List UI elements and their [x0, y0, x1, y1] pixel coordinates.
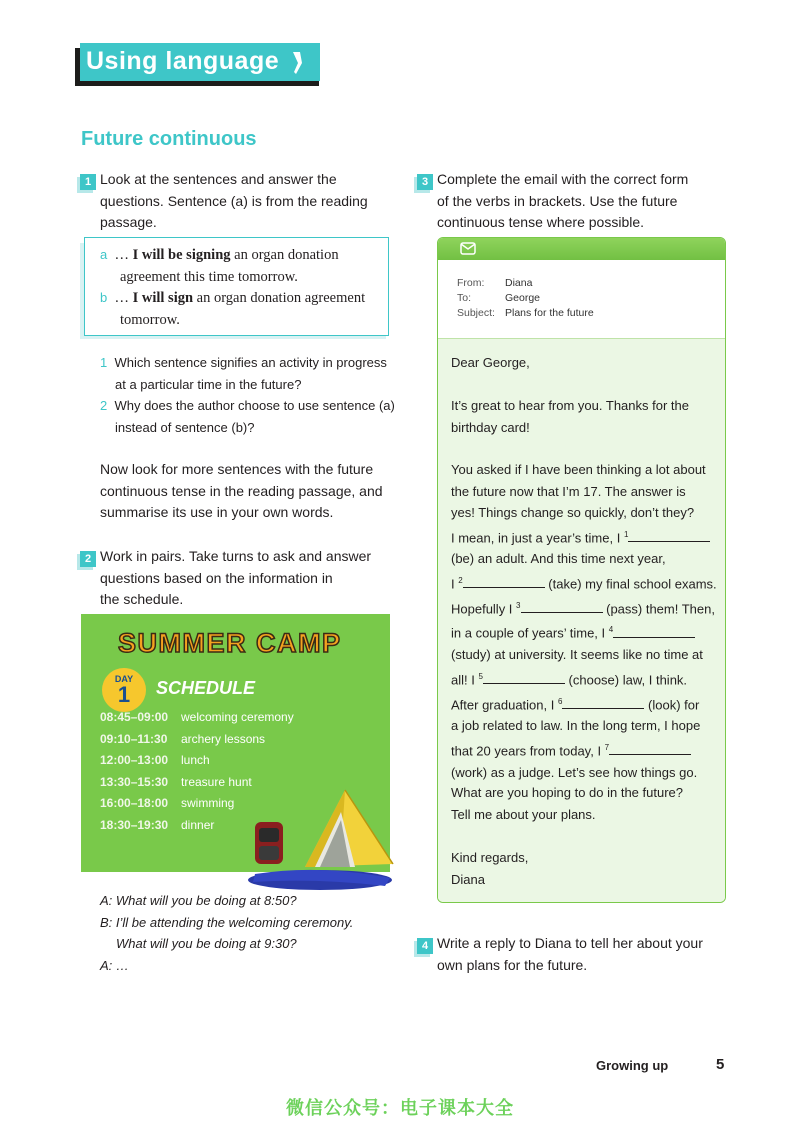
section-title: Future continuous — [81, 128, 257, 150]
answer-blank-4 — [613, 625, 695, 638]
email-line: It’s great to hear from you. Thanks for the — [451, 398, 689, 413]
schedule-activity: welcoming ceremony — [181, 710, 294, 724]
schedule-row — [100, 775, 252, 789]
schedule-row — [100, 818, 214, 832]
follow-up-line: summarise its use in your own words. — [100, 504, 334, 520]
page-number: 5 — [716, 1056, 725, 1073]
schedule-activity: archery lessons — [181, 731, 266, 746]
dialog-line: B: I’ll be attending the welcoming ceremony. — [100, 914, 354, 930]
ex1-instruction-line: Look at the sentences and answer the — [100, 171, 337, 187]
question-text: Why does the author choose to use sentence (a) — [114, 398, 395, 413]
answer-blank-7 — [609, 742, 691, 755]
exercise-number-badge: 4 — [417, 938, 433, 954]
meta-value: Diana — [505, 277, 533, 289]
dialog-line: What will you be doing at 9:30? — [116, 936, 297, 951]
schedule-row — [100, 796, 234, 810]
dialog-line: A: … — [100, 957, 129, 973]
blank-number: 5 — [478, 671, 483, 681]
email-line: You asked if I have been thinking a lot about — [451, 462, 706, 477]
email-text: Hopefully I — [451, 600, 517, 616]
example-sentence-b — [100, 287, 365, 331]
question-number: 1 — [100, 355, 108, 370]
email-line: What are you hoping to do in the future? — [451, 785, 683, 800]
day-badge — [102, 668, 146, 712]
ex3-instruction-line: of the verbs in brackets. Use the future — [437, 192, 678, 209]
email-text: in a couple of years’ time, I — [451, 625, 609, 641]
email-line: (study) at university. It seems like no time at — [451, 647, 703, 663]
meta-key: To: — [457, 292, 472, 304]
email-text: (pass) them! Then, — [602, 600, 715, 616]
email-paragraph — [451, 459, 721, 783]
day-number: 1 — [117, 682, 131, 707]
email-text: (take) my final school exams. — [544, 576, 717, 592]
ex4-instruction-line: own plans for the future. — [437, 956, 588, 973]
follow-up-line: continuous tense in the reading passage, and — [100, 482, 383, 499]
email-text: After graduation, I — [451, 696, 558, 712]
email-line — [451, 595, 721, 620]
email-body — [438, 339, 725, 903]
email-line: a job related to law. In the long term, I hope — [451, 718, 701, 734]
email-header — [438, 260, 725, 339]
exercise-number-badge: 2 — [80, 551, 96, 567]
email-text: all! I — [451, 672, 479, 688]
email-card — [437, 237, 726, 903]
blank-number: 3 — [516, 600, 521, 610]
email-line — [451, 691, 721, 716]
ex3-instruction — [437, 169, 688, 234]
schedule-activity: dinner — [181, 817, 215, 832]
ex3-instruction-line: continuous tense where possible. — [437, 214, 645, 230]
email-text: (look) for — [644, 696, 700, 712]
ex2-instruction-line: Work in pairs. Take turns to ask and answer — [100, 548, 372, 564]
watermark-text: 微信公众号：电子课本大全 — [286, 1098, 514, 1118]
example-dialog — [100, 890, 353, 976]
meta-key: Subject: — [457, 307, 495, 319]
sentence-letter: b — [100, 290, 108, 305]
schedule-row — [100, 732, 265, 746]
exercise-number-badge: 1 — [80, 174, 96, 190]
meta-value: George — [505, 292, 541, 304]
sentence-text: agreement this time tomorrow. — [120, 268, 298, 285]
meta-key: From: — [457, 277, 485, 289]
blank-number: 1 — [623, 529, 629, 539]
ex2-instruction-line: the schedule. — [100, 591, 184, 607]
exercise-number-badge: 3 — [417, 174, 433, 190]
blank-number: 6 — [557, 696, 563, 706]
ex4-instruction — [437, 933, 703, 976]
email-to — [457, 292, 540, 304]
email-paragraph — [451, 782, 721, 825]
ex2-instruction — [100, 546, 371, 611]
answer-blank-1 — [628, 529, 710, 542]
ex1-instruction — [100, 169, 368, 234]
email-greeting: Dear George, — [451, 355, 530, 370]
sentence-letter: a — [100, 247, 108, 262]
sentence-text: … — [114, 290, 133, 306]
email-signature: Diana — [451, 871, 485, 887]
email-line — [451, 666, 721, 691]
answer-blank-2 — [463, 575, 545, 588]
email-text: I mean, in just a year’s time, I — [451, 529, 624, 545]
ex1-question-1 — [100, 352, 387, 395]
bookmark-icon — [290, 50, 304, 76]
schedule-time: 16:00–18:00 — [100, 796, 169, 810]
email-from — [457, 277, 532, 289]
schedule-activity: treasure hunt — [181, 774, 252, 789]
sentence-bold: I will sign — [132, 290, 194, 306]
schedule-row — [100, 753, 210, 767]
email-line — [451, 570, 721, 595]
email-line: birthday card! — [451, 419, 530, 435]
sentence-text: tomorrow. — [120, 311, 180, 328]
answer-blank-5 — [483, 671, 565, 684]
ex1-question-2 — [100, 395, 395, 438]
email-text: that 20 years from today, I — [451, 743, 605, 759]
email-signoff — [451, 847, 721, 890]
ex1-instruction-line: passage. — [100, 214, 157, 230]
blank-number: 2 — [458, 575, 463, 585]
sentence-text: an organ donation — [230, 247, 339, 263]
footer-unit-label: Growing up — [596, 1058, 669, 1073]
email-line — [451, 737, 721, 762]
sentence-text: an organ donation agreement — [193, 290, 366, 306]
sentence-bold: I will be signing — [132, 247, 231, 263]
email-line: (work) as a judge. Let’s see how things go. — [451, 764, 698, 780]
question-text: Which sentence signifies an activity in progress — [114, 355, 387, 370]
dialog-line: A: What will you be doing at 8:50? — [100, 893, 297, 908]
sentence-text: … — [114, 247, 133, 263]
schedule-row — [100, 710, 294, 724]
answer-blank-6 — [562, 696, 644, 709]
example-sentences-box — [84, 237, 389, 336]
envelope-icon — [460, 242, 476, 255]
day-word: DAY — [114, 674, 134, 684]
ex4-instruction-line: Write a reply to Diana to tell her about your — [437, 935, 703, 951]
follow-up-line: Now look for more sentences with the future — [100, 461, 374, 477]
blank-number: 4 — [608, 625, 614, 635]
email-closing: Kind regards, — [451, 850, 529, 865]
question-number: 2 — [100, 398, 108, 413]
email-line: the future now that I’m 17. The answer is — [451, 483, 686, 499]
email-line: yes! Things change so quickly, don’t they? — [451, 505, 695, 520]
email-line — [451, 524, 721, 549]
email-top-bar — [438, 238, 725, 260]
question-text: instead of sentence (b)? — [115, 419, 255, 435]
schedule-time: 18:30–19:30 — [100, 817, 169, 832]
answer-blank-3 — [521, 600, 603, 613]
ex1-instruction-line: questions. Sentence (a) is from the reading — [100, 192, 368, 209]
banner-title: Using language — [86, 47, 280, 75]
schedule-time: 09:10–11:30 — [100, 731, 168, 746]
camp-title: SUMMER CAMP — [118, 628, 342, 658]
question-text: at a particular time in the future? — [115, 376, 302, 392]
schedule-activity: swimming — [181, 796, 235, 810]
schedule-heading: SCHEDULE — [156, 678, 256, 698]
email-text: I — [451, 576, 459, 592]
schedule-time: 13:30–15:30 — [100, 774, 169, 789]
tent-illustration — [245, 782, 395, 892]
example-sentence-a — [100, 244, 339, 288]
schedule-time: 08:45–09:00 — [100, 710, 169, 724]
ex1-follow-up — [100, 459, 383, 524]
schedule-activity: lunch — [181, 753, 210, 767]
email-text: (choose) law, I think. — [564, 672, 688, 688]
blank-number: 7 — [604, 742, 610, 752]
schedule-time: 12:00–13:00 — [100, 753, 169, 767]
email-line: Tell me about your plans. — [451, 806, 596, 822]
ex3-instruction-line: Complete the email with the correct form — [437, 171, 689, 187]
email-paragraph — [451, 395, 721, 438]
meta-value: Plans for the future — [505, 307, 594, 319]
email-line: (be) an adult. And this time next year, — [451, 551, 666, 567]
ex2-instruction-line: questions based on the information in — [100, 569, 333, 586]
email-line — [451, 619, 721, 644]
email-subject — [457, 307, 594, 319]
